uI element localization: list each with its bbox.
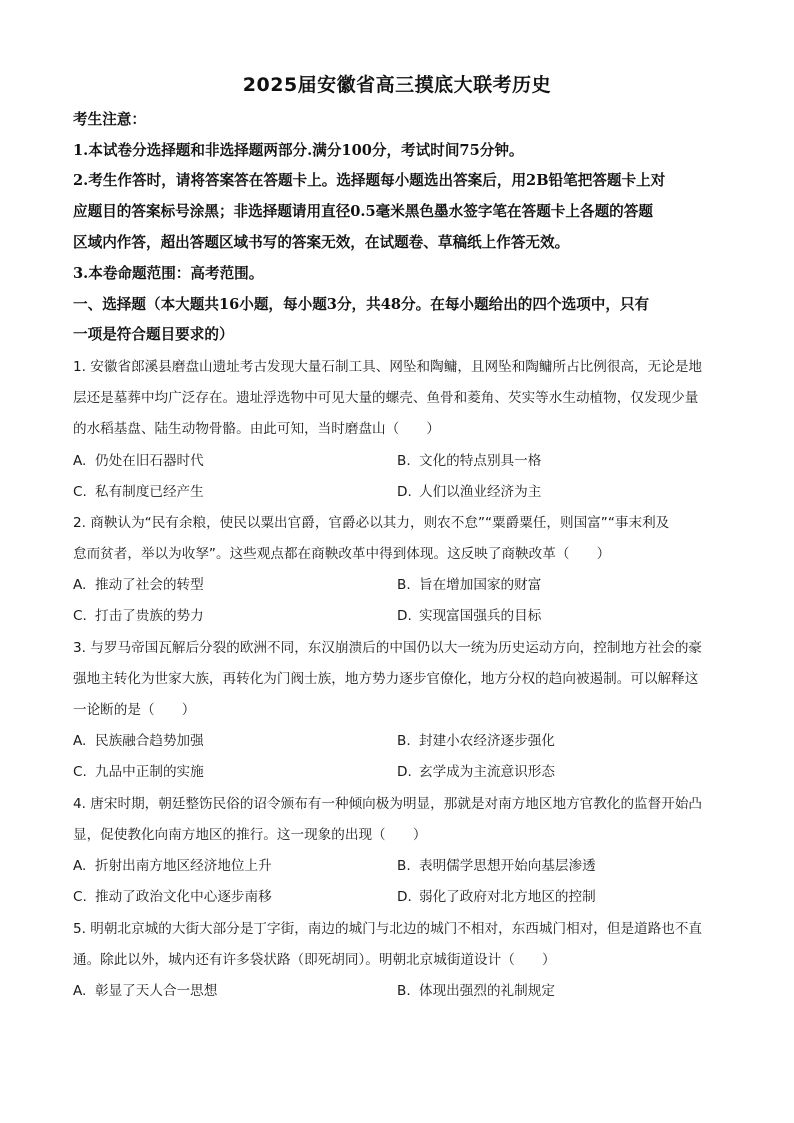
question-5-option-a xyxy=(73,981,217,1001)
option-text: 推动了社会的转型 xyxy=(95,577,204,593)
notice-item: 3.本卷命题范围：高考范围。 xyxy=(73,265,264,282)
question-1-option-b xyxy=(397,451,541,471)
question-3-text: 3. 与罗马帝国瓦解后分裂的欧洲不同，东汉崩溃后的中国仍以大一统为历史运动方向，控制地方社会的豪 xyxy=(73,640,703,656)
option-text: 彰显了天人合一思想 xyxy=(95,983,218,999)
option-text: 体现出强烈的礼制规定 xyxy=(419,983,555,999)
option-text: 私有制度已经产生 xyxy=(95,484,204,500)
option-text: 人们以渔业经济为主 xyxy=(419,484,542,500)
option-text: 弱化了政府对北方地区的控制 xyxy=(419,889,596,905)
notice-item: 区域内作答，超出答题区域书写的答案无效，在试题卷、草稿纸上作答无效。 xyxy=(73,234,570,251)
question-3-text: 一论断的是（ ） xyxy=(73,702,196,718)
option-text: 文化的特点别具一格 xyxy=(419,453,542,469)
option-text: 仍处在旧石器时代 xyxy=(95,453,204,469)
question-2-option-d xyxy=(397,606,541,626)
option-key: C. xyxy=(73,608,87,624)
question-1-text: 层还是墓葬中均广泛存在。遗址浮选物中可见大量的螺壳、鱼骨和菱角、芡实等水生动植物，仅发现少量 xyxy=(73,390,699,406)
question-3-option-a xyxy=(73,731,204,751)
option-key: B. xyxy=(397,453,411,469)
option-text: 实现富国强兵的目标 xyxy=(419,608,542,624)
question-4-option-d xyxy=(397,887,596,907)
notice-item: 应题目的答案标号涂黑；非选择题请用直径0.5毫米黑色墨水签字笔在答题卡上各题的答题 xyxy=(73,203,653,220)
option-text: 九品中正制的实施 xyxy=(95,764,204,780)
option-key: A. xyxy=(73,577,87,593)
option-key: D. xyxy=(397,764,412,780)
section-heading: 一、选择题（本大题共16小题，每小题3分，共48分。在每小题给出的四个选项中，只有 xyxy=(73,296,650,313)
page-title: 2025届安徽省高三摸底大联考历史 xyxy=(242,74,552,96)
option-key: C. xyxy=(73,889,87,905)
option-text: 封建小农经济逐步强化 xyxy=(419,733,555,749)
option-key: B. xyxy=(397,858,411,874)
notice-heading: 考生注意： xyxy=(73,111,146,128)
question-4-option-c xyxy=(73,887,272,907)
question-3-option-d xyxy=(397,762,555,782)
question-2-option-b xyxy=(397,575,541,595)
question-5-text: 5. 明朝北京城的大街大部分是丁字街，南边的城门与北边的城门不相对，东西城门相对，但是道路也不直 xyxy=(73,921,703,937)
option-key: B. xyxy=(397,733,411,749)
question-2-text: 2. 商鞅认为“民有余粮，使民以粟出官爵，官爵必以其力，则农不怠”“粟爵粟任，则国富”“事末利及 xyxy=(73,515,670,531)
option-text: 推动了政治文化中心逐步南移 xyxy=(95,889,272,905)
question-1-text: 的水稻基盘、陆生动物骨骼。由此可知，当时磨盘山（ ） xyxy=(73,421,441,437)
question-2-option-a xyxy=(73,575,204,595)
option-key: A. xyxy=(73,733,87,749)
option-text: 折射出南方地区经济地位上升 xyxy=(95,858,272,874)
question-3-text: 强地主转化为世家大族，再转化为门阀士族，地方势力逐步官僚化，地方分权的趋向被遏制。可以解释这 xyxy=(73,671,699,687)
question-4-option-a xyxy=(73,856,272,876)
question-1-text: 1. 安徽省郎溪县磨盘山遗址考古发现大量石制工具、网坠和陶鳙，且网坠和陶鳙所占比例很高，无论是地 xyxy=(73,359,703,375)
question-2-option-c xyxy=(73,606,204,626)
option-key: A. xyxy=(73,858,87,874)
question-4-option-b xyxy=(397,856,596,876)
option-key: A. xyxy=(73,453,87,469)
question-4-text: 显，促使教化向南方地区的推行。这一现象的出现（ ） xyxy=(73,827,427,843)
question-2-text: 怠而贫者，举以为收孥”。这些观点都在商鞅改革中得到体现。这反映了商鞅改革（ ） xyxy=(73,546,611,562)
question-3-option-c xyxy=(73,762,204,782)
option-text: 打击了贵族的势力 xyxy=(95,608,204,624)
question-1-option-c xyxy=(73,482,204,502)
option-key: D. xyxy=(397,484,412,500)
question-4-text: 4. 唐宋时期，朝廷整饬民俗的诏令颁布有一种倾向极为明显，那就是对南方地区地方官教化的监督开始凸 xyxy=(73,796,703,812)
question-5-option-b xyxy=(397,981,555,1001)
option-text: 玄学成为主流意识形态 xyxy=(419,764,555,780)
option-text: 旨在增加国家的财富 xyxy=(419,577,542,593)
option-key: A. xyxy=(73,983,87,999)
question-1-option-a xyxy=(73,451,204,471)
option-key: D. xyxy=(397,889,412,905)
notice-item: 2.考生作答时，请将答案答在答题卡上。选择题每小题选出答案后，用2B铅笔把答题卡上对 xyxy=(73,172,666,189)
option-key: C. xyxy=(73,484,87,500)
option-key: C. xyxy=(73,764,87,780)
section-heading-cont: 一项是符合题目要求的） xyxy=(73,326,234,343)
question-5-text: 通。除此以外，城内还有许多袋状路（即死胡同）。明朝北京城街道设计（ ） xyxy=(73,952,556,968)
question-3-option-b xyxy=(397,731,555,751)
question-1-option-d xyxy=(397,482,541,502)
option-text: 表明儒学思想开始向基层渗透 xyxy=(419,858,596,874)
option-key: D. xyxy=(397,608,412,624)
option-key: B. xyxy=(397,577,411,593)
option-key: B. xyxy=(397,983,411,999)
option-text: 民族融合趋势加强 xyxy=(95,733,204,749)
notice-item: 1.本试卷分选择题和非选择题两部分.满分100分，考试时间75分钟。 xyxy=(73,142,524,159)
